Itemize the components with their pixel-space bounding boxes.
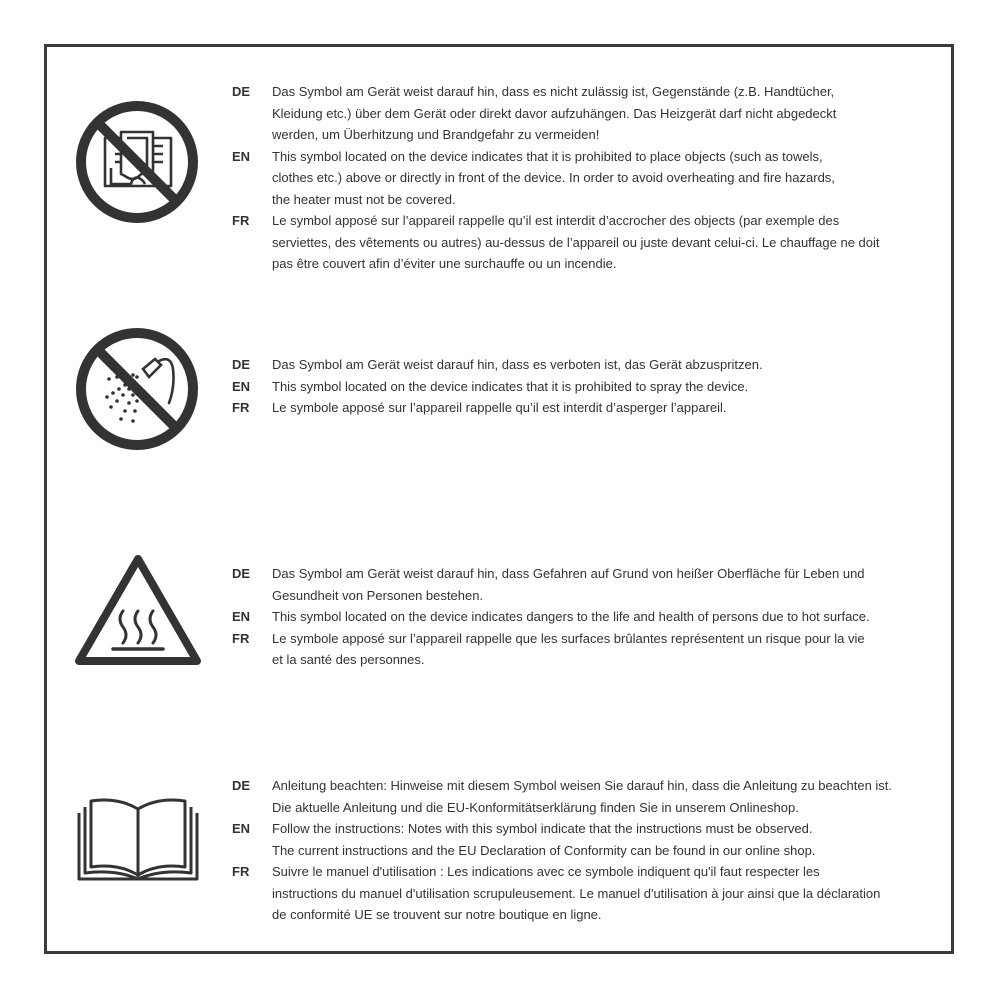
entry-text <box>272 563 942 606</box>
no-spraying-icon <box>73 325 201 453</box>
text-line: Das Symbol am Gerät weist darauf hin, dass es verboten ist, das Gerät abzuspritzen. <box>272 357 763 372</box>
text-line: Follow the instructions: Notes with this symbol indicate that the instructions must be observed. <box>272 821 813 836</box>
document-frame <box>44 44 954 954</box>
text-line: Das Symbol am Gerät weist darauf hin, dass es nicht zulässig ist, Gegenstände (z.B. Handtücher, <box>272 84 835 99</box>
entry-text <box>272 818 942 861</box>
lang-label: DE <box>232 357 251 372</box>
entry-text <box>272 81 942 146</box>
lang-label: EN <box>232 821 251 836</box>
entry-fr <box>232 210 942 275</box>
text-line: Anleitung beachten: Hinweise mit diesem Symbol weisen Sie darauf hin, dass die Anleitung zu beachten ist. <box>272 778 893 793</box>
entry-fr <box>232 861 942 926</box>
text-line: clothes etc.) above or directly in front of the device. In order to avoid overheating and fire hazards, <box>272 170 835 185</box>
text-line: the heater must not be covered. <box>272 191 456 207</box>
entry-text <box>272 628 942 671</box>
entry-text <box>272 146 942 211</box>
text-line: de conformité UE se trouvent sur notre boutique en ligne. <box>272 907 602 922</box>
section-3-text <box>232 563 942 671</box>
lang-label: FR <box>232 630 250 646</box>
text-line: instructions du manuel d'utilisation scrupuleusement. Le manuel d'utilisation à jour ainsi que la déclaration <box>272 885 881 901</box>
text-line: Kleidung etc.) über dem Gerät oder direkt davor aufzuhängen. Das Heizgerät darf nicht abgedeckt <box>272 105 837 121</box>
section-1-text <box>232 81 942 275</box>
section-2-text <box>232 354 942 419</box>
text-line: This symbol located on the device indicates that it is prohibited to spray the device. <box>272 378 749 394</box>
read-manual-book-icon <box>73 793 203 883</box>
text-line: Le symbol apposé sur l’appareil rappelle qu’il est interdit d’accrocher des objects (par exemple des <box>272 213 840 228</box>
entry-text <box>272 376 942 398</box>
text-line: Das Symbol am Gerät weist darauf hin, dass Gefahren auf Grund von heißer Oberfläche für Leben und <box>272 566 865 581</box>
lang-label: EN <box>232 148 251 164</box>
text-line: Le symbole apposé sur l’appareil rappelle qu’il est interdit d’asperger l’appareil. <box>272 400 727 415</box>
entry-de <box>232 81 942 146</box>
entry-text <box>272 397 942 419</box>
entry-text <box>272 606 942 628</box>
lang-label: FR <box>232 213 250 228</box>
text-line: Die aktuelle Anleitung und die EU-Konformitätserklärung finden Sie in unserem Onlineshop. <box>272 799 799 815</box>
entry-text <box>272 210 942 275</box>
hot-surface-warning-icon <box>73 553 203 669</box>
lang-label: FR <box>232 400 250 415</box>
entry-de <box>232 563 942 606</box>
text-line: serviettes, des vêtements ou autres) au-dessus de l’appareil ou juste devant celui-ci. Le chauffage ne doit <box>272 234 880 250</box>
text-line: This symbol located on the device indicates that it is prohibited to place objects (such as towels, <box>272 148 823 164</box>
lang-label: EN <box>232 609 251 624</box>
lang-label: DE <box>232 566 251 581</box>
entry-fr <box>232 628 942 671</box>
section-4-text <box>232 775 942 926</box>
entry-text <box>272 354 942 376</box>
entry-fr <box>232 397 942 419</box>
entry-en <box>232 818 942 861</box>
entry-en <box>232 146 942 211</box>
entry-en <box>232 376 942 398</box>
text-line: This symbol located on the device indicates dangers to the life and health of persons due to hot surface. <box>272 609 870 624</box>
text-line: werden, um Überhitzung und Brandgefahr zu vermeiden! <box>272 127 600 142</box>
entry-en <box>232 606 942 628</box>
entry-text <box>272 861 942 926</box>
entry-de <box>232 354 942 376</box>
lang-label: DE <box>232 84 251 99</box>
lang-label: DE <box>232 778 251 793</box>
text-line: pas être couvert afin d’éviter une surchauffe ou un incendie. <box>272 256 617 271</box>
text-line: Le symbole apposé sur l’appareil rappelle que les surfaces brûlantes représentent un risque pour la vie <box>272 630 865 646</box>
no-hanging-objects-icon <box>73 98 201 226</box>
entry-text <box>272 775 942 818</box>
entry-de <box>232 775 942 818</box>
text-line: The current instructions and the EU Declaration of Conformity can be found in our online shop. <box>272 842 816 858</box>
text-line: Suivre le manuel d'utilisation : Les indications avec ce symbole indiquent qu'il faut respecter les <box>272 864 820 879</box>
lang-label: FR <box>232 864 250 879</box>
text-line: et la santé des personnes. <box>272 652 425 667</box>
text-line: Gesundheit von Personen bestehen. <box>272 587 484 603</box>
lang-label: EN <box>232 378 251 394</box>
